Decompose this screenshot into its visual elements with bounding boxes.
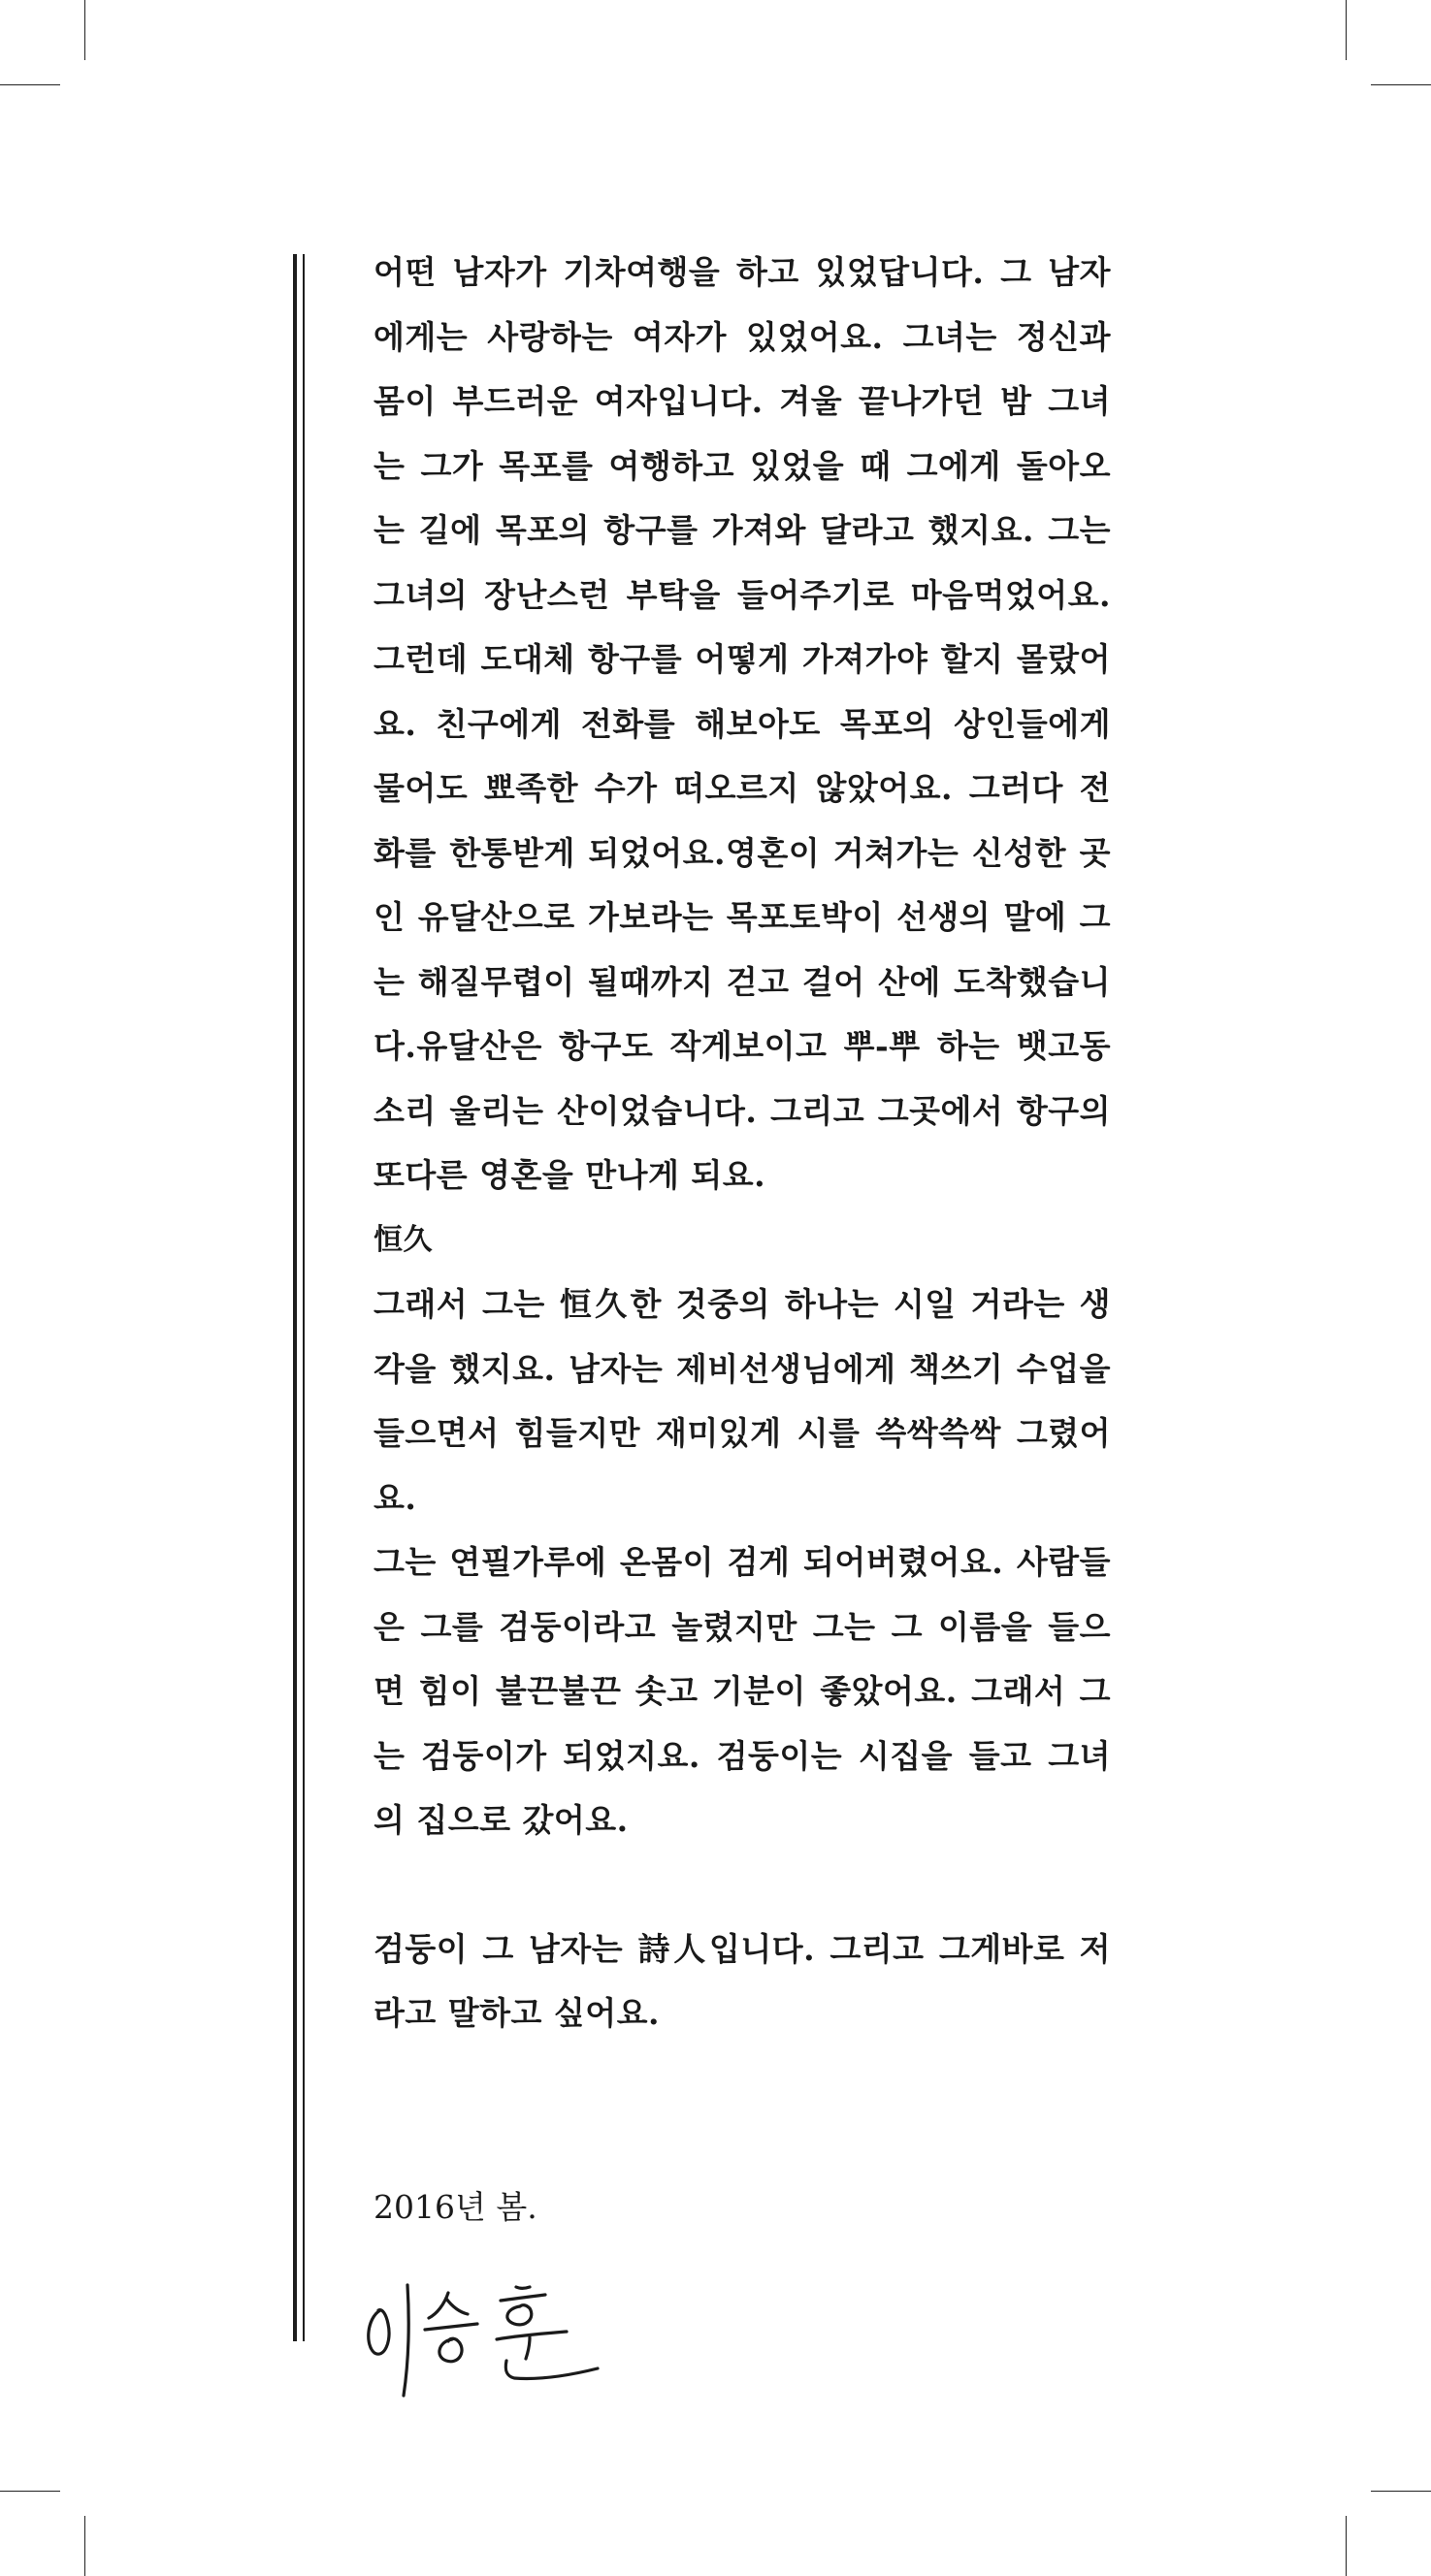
letter-body	[374, 241, 1111, 2046]
paragraph-journey: 어떤 남자가 기차여행을 하고 있었답니다. 그 남자에게는 사랑하는 여자가 있었어요. 그녀는 정신과 몸이 부드러운 여자입니다. 겨울 끝나가던 밤 그녀는 그가 목포를 여행하고 있었을 때 그에게 돌아오는 길에 목포의 항구를 가져와 달라고 했지요. 그는 그녀의 장난스런 부탁을 들어주기로 마음먹었어요. 그런데 도대체 항구를 어떻게 가져가야 할지 몰랐어요. 친구에게 전화를 해보아도 목포의 상인들에게 물어도 뾰족한 수가 떠오르지 않았어요. 그러다 전화를 한통받게 되었어요.영혼이 거쳐가는 신성한 곳인 유달산으로 가보라는 목포토박이 선생의 말에 그는 해질무렵이 될때까지 걷고 걸어 산에 도착했습니다.유달산은 항구도 작게보이고 뿌-뿌 하는 뱃고동소리 울리는 산이었습니다. 그리고 그곳에서 항구의 또다른 영혼을 만나게 되요.	[374, 253, 1111, 1194]
paragraph-gap	[374, 1853, 1111, 1917]
paragraph-poet: 검둥이 그 남자는 詩人입니다. 그리고 그게바로 저라고 말하고 싶어요.	[374, 1929, 1111, 2032]
crop-mark-top-right-vertical	[1346, 0, 1347, 60]
crop-mark-bottom-right-horizontal	[1371, 2491, 1431, 2492]
crop-mark-top-right-horizontal	[1371, 84, 1431, 85]
heading-eternal: 恒久	[374, 1222, 433, 1257]
margin-rule-thin	[303, 254, 305, 2341]
handwritten-signature	[359, 2260, 611, 2405]
paragraph-geomdungi: 그는 연필가루에 온몸이 검게 되어버렸어요. 사람들은 그를 검둥이라고 놀렸지만 그는 그 이름을 들으면 힘이 불끈불끈 솟고 기분이 좋았어요. 그래서 그는 검둥이가 되었지요. 검둥이는 시집을 들고 그녀의 집으로 갔어요.	[374, 1543, 1111, 1839]
crop-mark-bottom-left-vertical	[84, 2516, 85, 2576]
crop-mark-bottom-right-vertical	[1346, 2516, 1347, 2576]
margin-rule-thick	[293, 254, 297, 2341]
paragraph-poetry: 그래서 그는 恒久한 것중의 하나는 시일 거라는 생각을 했지요. 남자는 제비선생님에게 책쓰기 수업을 들으면서 힘들지만 재미있게 시를 쓱싹쓱싹 그렸어요.	[374, 1285, 1111, 1517]
crop-mark-bottom-left-horizontal	[0, 2491, 60, 2492]
date-line: 2016년 봄.	[374, 2188, 537, 2226]
crop-mark-top-left-vertical	[84, 0, 85, 60]
crop-mark-top-left-horizontal	[0, 84, 60, 85]
